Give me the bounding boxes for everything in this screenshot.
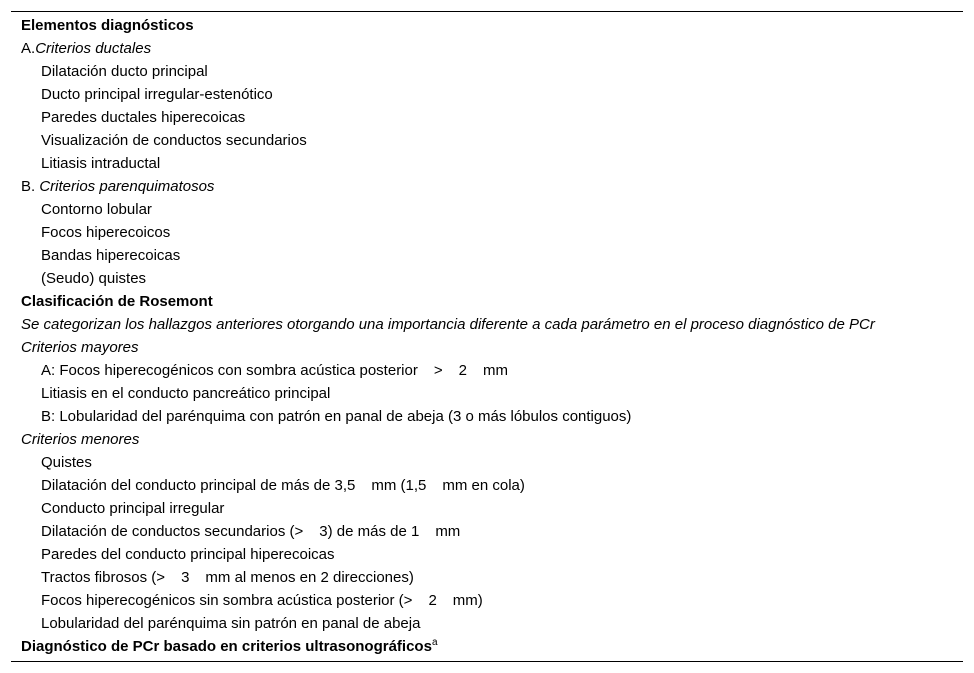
major-a-operator: > (433, 362, 443, 379)
minor-criterion: Quistes (41, 454, 92, 471)
parenchymal-item: Bandas hiperecoicas (41, 247, 181, 264)
minor-tractos-post: mm al menos en 2 direcciones) (205, 569, 414, 586)
section-b-prefix: B. (21, 178, 40, 195)
minor-sec-text: Dilatación de conductos secundarios (> (41, 523, 304, 540)
criteria-table (11, 11, 963, 662)
diagnostico-text: Diagnóstico de PCr basado en criterios ultrasonográficos (21, 638, 432, 655)
minor-focos-mid: 2 (428, 592, 437, 609)
section-a-title: Criterios ductales (35, 40, 152, 57)
ductal-item: Litiasis intraductal (41, 155, 161, 172)
major-criteria-title: Criterios mayores (21, 339, 139, 356)
minor-tractos-text: Tractos fibrosos (> (41, 569, 166, 586)
minor-criterion (11, 566, 963, 589)
section-b-heading (11, 175, 963, 198)
heading-diagnostico (11, 635, 963, 658)
section-a-prefix: A. (21, 40, 36, 57)
minor-criterion (11, 520, 963, 543)
minor-criterion: Conducto principal irregular (41, 500, 225, 517)
minor-dil-post: mm en cola) (442, 477, 525, 494)
major-a-unit: mm (482, 362, 508, 379)
major-a-text: A: Focos hiperecogénicos con sombra acústica posterior (41, 362, 418, 379)
rosemont-note: Se categorizan los hallazgos anteriores otorgando una importancia diferente a cada parámetro en el proceso diagnóstico de PCr (21, 316, 875, 333)
minor-sec-mid: 3) de más de 1 (319, 523, 420, 540)
ductal-item: Ducto principal irregular-estenótico (41, 86, 273, 103)
minor-focos-post: mm) (452, 592, 483, 609)
major-a-value: 2 (458, 362, 467, 379)
parenchymal-item: Contorno lobular (41, 201, 152, 218)
minor-criterion (11, 474, 963, 497)
minor-criterion: Paredes del conducto principal hiperecoicas (41, 546, 335, 563)
section-b-title: Criterios parenquimatosos (39, 178, 215, 195)
section-a-heading (11, 37, 963, 60)
major-criterion-a2: Litiasis en el conducto pancreático principal (41, 385, 331, 402)
minor-dil-text: Dilatación del conducto principal de más de 3,5 (41, 477, 356, 494)
minor-criteria-title: Criterios menores (21, 431, 140, 448)
major-criterion-b: B: Lobularidad del parénquima con patrón en panal de abeja (3 o más lóbulos contiguos) (41, 408, 632, 425)
minor-criterion: Lobularidad del parénquima sin patrón en panal de abeja (41, 615, 421, 632)
heading-rosemont: Clasificación de Rosemont (21, 293, 213, 310)
ductal-item: Paredes ductales hiperecoicas (41, 109, 246, 126)
major-criterion-a (11, 359, 963, 382)
minor-dil-mid: mm (1,5 (371, 477, 427, 494)
ductal-item: Dilatación ducto principal (41, 63, 208, 80)
heading-elementos: Elementos diagnósticos (21, 17, 194, 34)
parenchymal-item: Focos hiperecoicos (41, 224, 171, 241)
footnote-mark: a (431, 637, 438, 648)
parenchymal-item: (Seudo) quistes (41, 270, 147, 287)
minor-focos-text: Focos hiperecogénicos sin sombra acústica posterior (> (41, 592, 413, 609)
minor-sec-post: mm (435, 523, 461, 540)
minor-criterion (11, 589, 963, 612)
ductal-item: Visualización de conductos secundarios (41, 132, 307, 149)
minor-tractos-mid: 3 (181, 569, 190, 586)
